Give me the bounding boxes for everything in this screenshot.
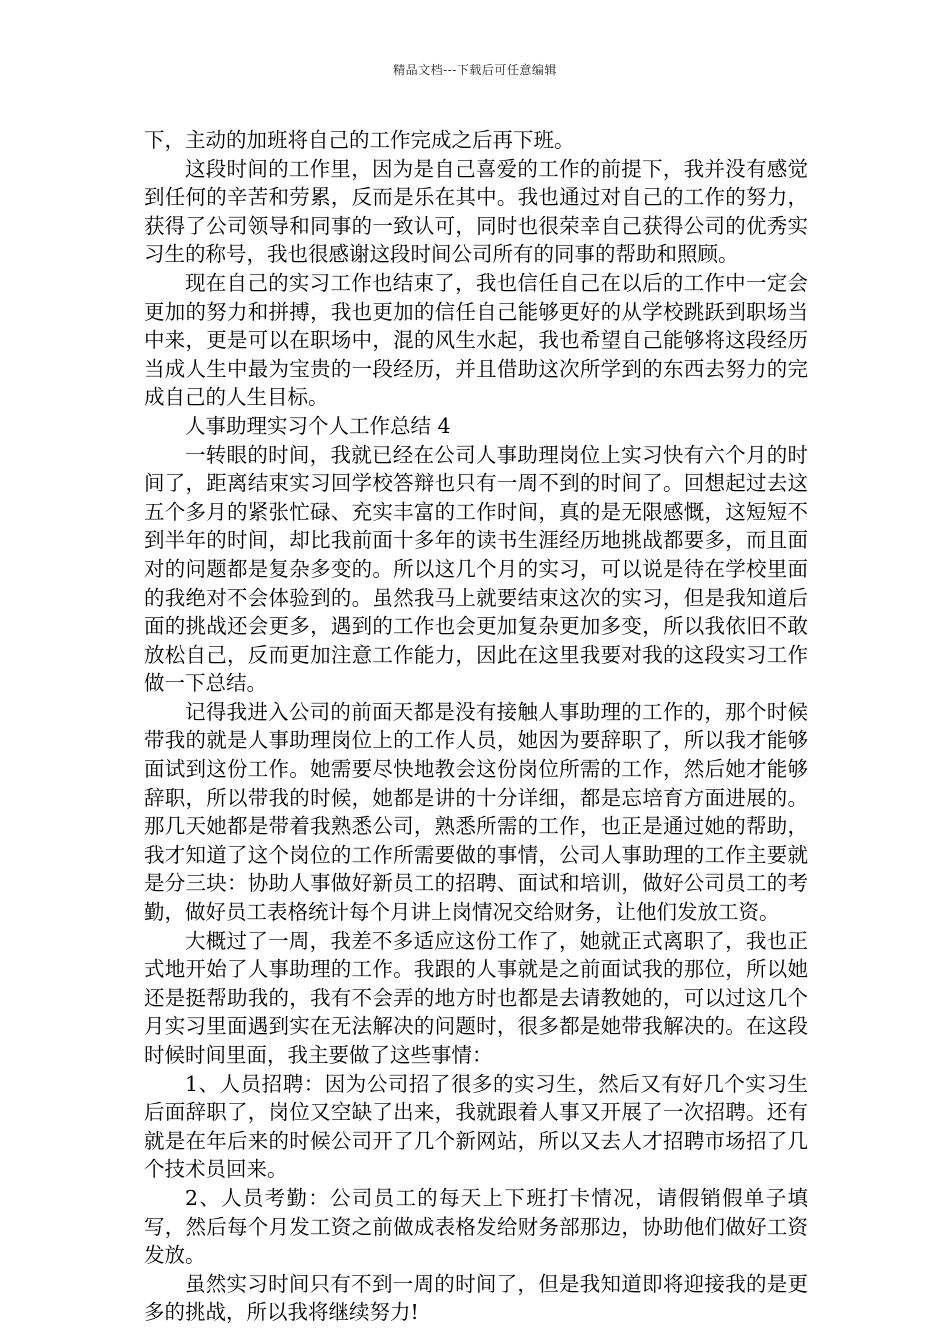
document-body	[144, 126, 808, 1327]
list-item: 2、人员考勤：公司员工的每天上下班打卡情况，请假销假单子填写，然后每个月发工资之前做成表格发给财务部那边，协助他们做好工资发放。	[144, 1185, 808, 1268]
paragraph: 下，主动的加班将自己的工作完成之后再下班。	[144, 128, 575, 152]
paragraph: 这段时间的工作里，因为是自己喜爱的工作的前提下，我并没有感觉到任何的辛苦和劳累，反而是乐在其中。我也通过对自己的工作的努力，获得了公司领导和同事的一致认可，同时也很荣幸自己获得公司的优秀实习生的称号，我也很感谢这段时间公司所有的同事的帮助和照顾。	[144, 156, 808, 267]
paragraph: 大概过了一周，我差不多适应这份工作了，她就正式离职了，我也正式地开始了人事助理的工作。我跟的人事就是之前面试我的那位，所以她还是挺帮助我的，我有不会弄的地方时也都是去请教她的，可以过这几个月实习里面遇到实在无法解决的问题时，很多都是她带我解决的。在这段时候时间里面，我主要做了这些事情：	[144, 928, 808, 1067]
section-heading: 人事助理实习个人工作总结 4	[185, 413, 451, 438]
paragraph: 一转眼的时间，我就已经在公司人事助理岗位上实习快有六个月的时间了，距离结束实习回学校答辩也只有一周不到的时间了。回想起过去这五个多月的紧张忙碌、充实丰富的工作时间，真的是无限感慨，这短短不到半年的时间，却比我前面十多年的读书生涯经历地挑战都要多，而且面对的问题都是复杂多变的。所以这几个月的实习，可以说是待在学校里面的我绝对不会体验到的。虽然我马上就要结束这次的实习，但是我知道后面的挑战还会更多，遇到的工作也会更加复杂更加多变，所以我依旧不敢放松自己，反而更加注意工作能力，因此在这里我要对我的这段实习工作做一下总结。	[144, 442, 808, 696]
page-header: 精品文档---下载后可任意编辑	[393, 63, 557, 77]
paragraph: 现在自己的实习工作也结束了，我也信任自己在以后的工作中一定会更加的努力和拼搏，我也更加的信任自己能够更好的从学校跳跃到职场当中来，更是可以在职场中，混的风生水起，我也希望自己能够将这段经历当成人生中最为宝贵的一段经历，并且借助这次所学到的东西去努力的完成自己的人生目标。	[144, 270, 808, 410]
list-item: 1、人员招聘：因为公司招了很多的实习生，然后又有好几个实习生后面辞职了，岗位又空缺了出来，我就跟着人事又开展了一次招聘。还有就是在年后来的时候公司开了几个新网站，所以又去人才招聘市场招了几个技术员回来。	[144, 1071, 808, 1182]
paragraph: 虽然实习时间只有不到一周的时间了，但是我知道即将迎接我的是更多的挑战，所以我将继续努力!	[144, 1271, 808, 1325]
paragraph: 记得我进入公司的前面天都是没有接触人事助理的工作的，那个时候带我的就是人事助理岗位上的工作人员，她因为要辞职了，所以我才能够面试到这份工作。她需要尽快地教会这份岗位所需的工作，然后她才能够辞职，所以带我的时候，她都是讲的十分详细，都是忘培育方面进展的。那几天她都是带着我熟悉公司，熟悉所需的工作，也正是通过她的帮助，我才知道了这个岗位的工作所需要做的事情，公司人事助理的工作主要就是分三块：协助人事做好新员工的招聘、面试和培训，做好公司员工的考勤，做好员工表格统计每个月讲上岗情况交给财务，让他们发放工资。	[144, 699, 808, 925]
